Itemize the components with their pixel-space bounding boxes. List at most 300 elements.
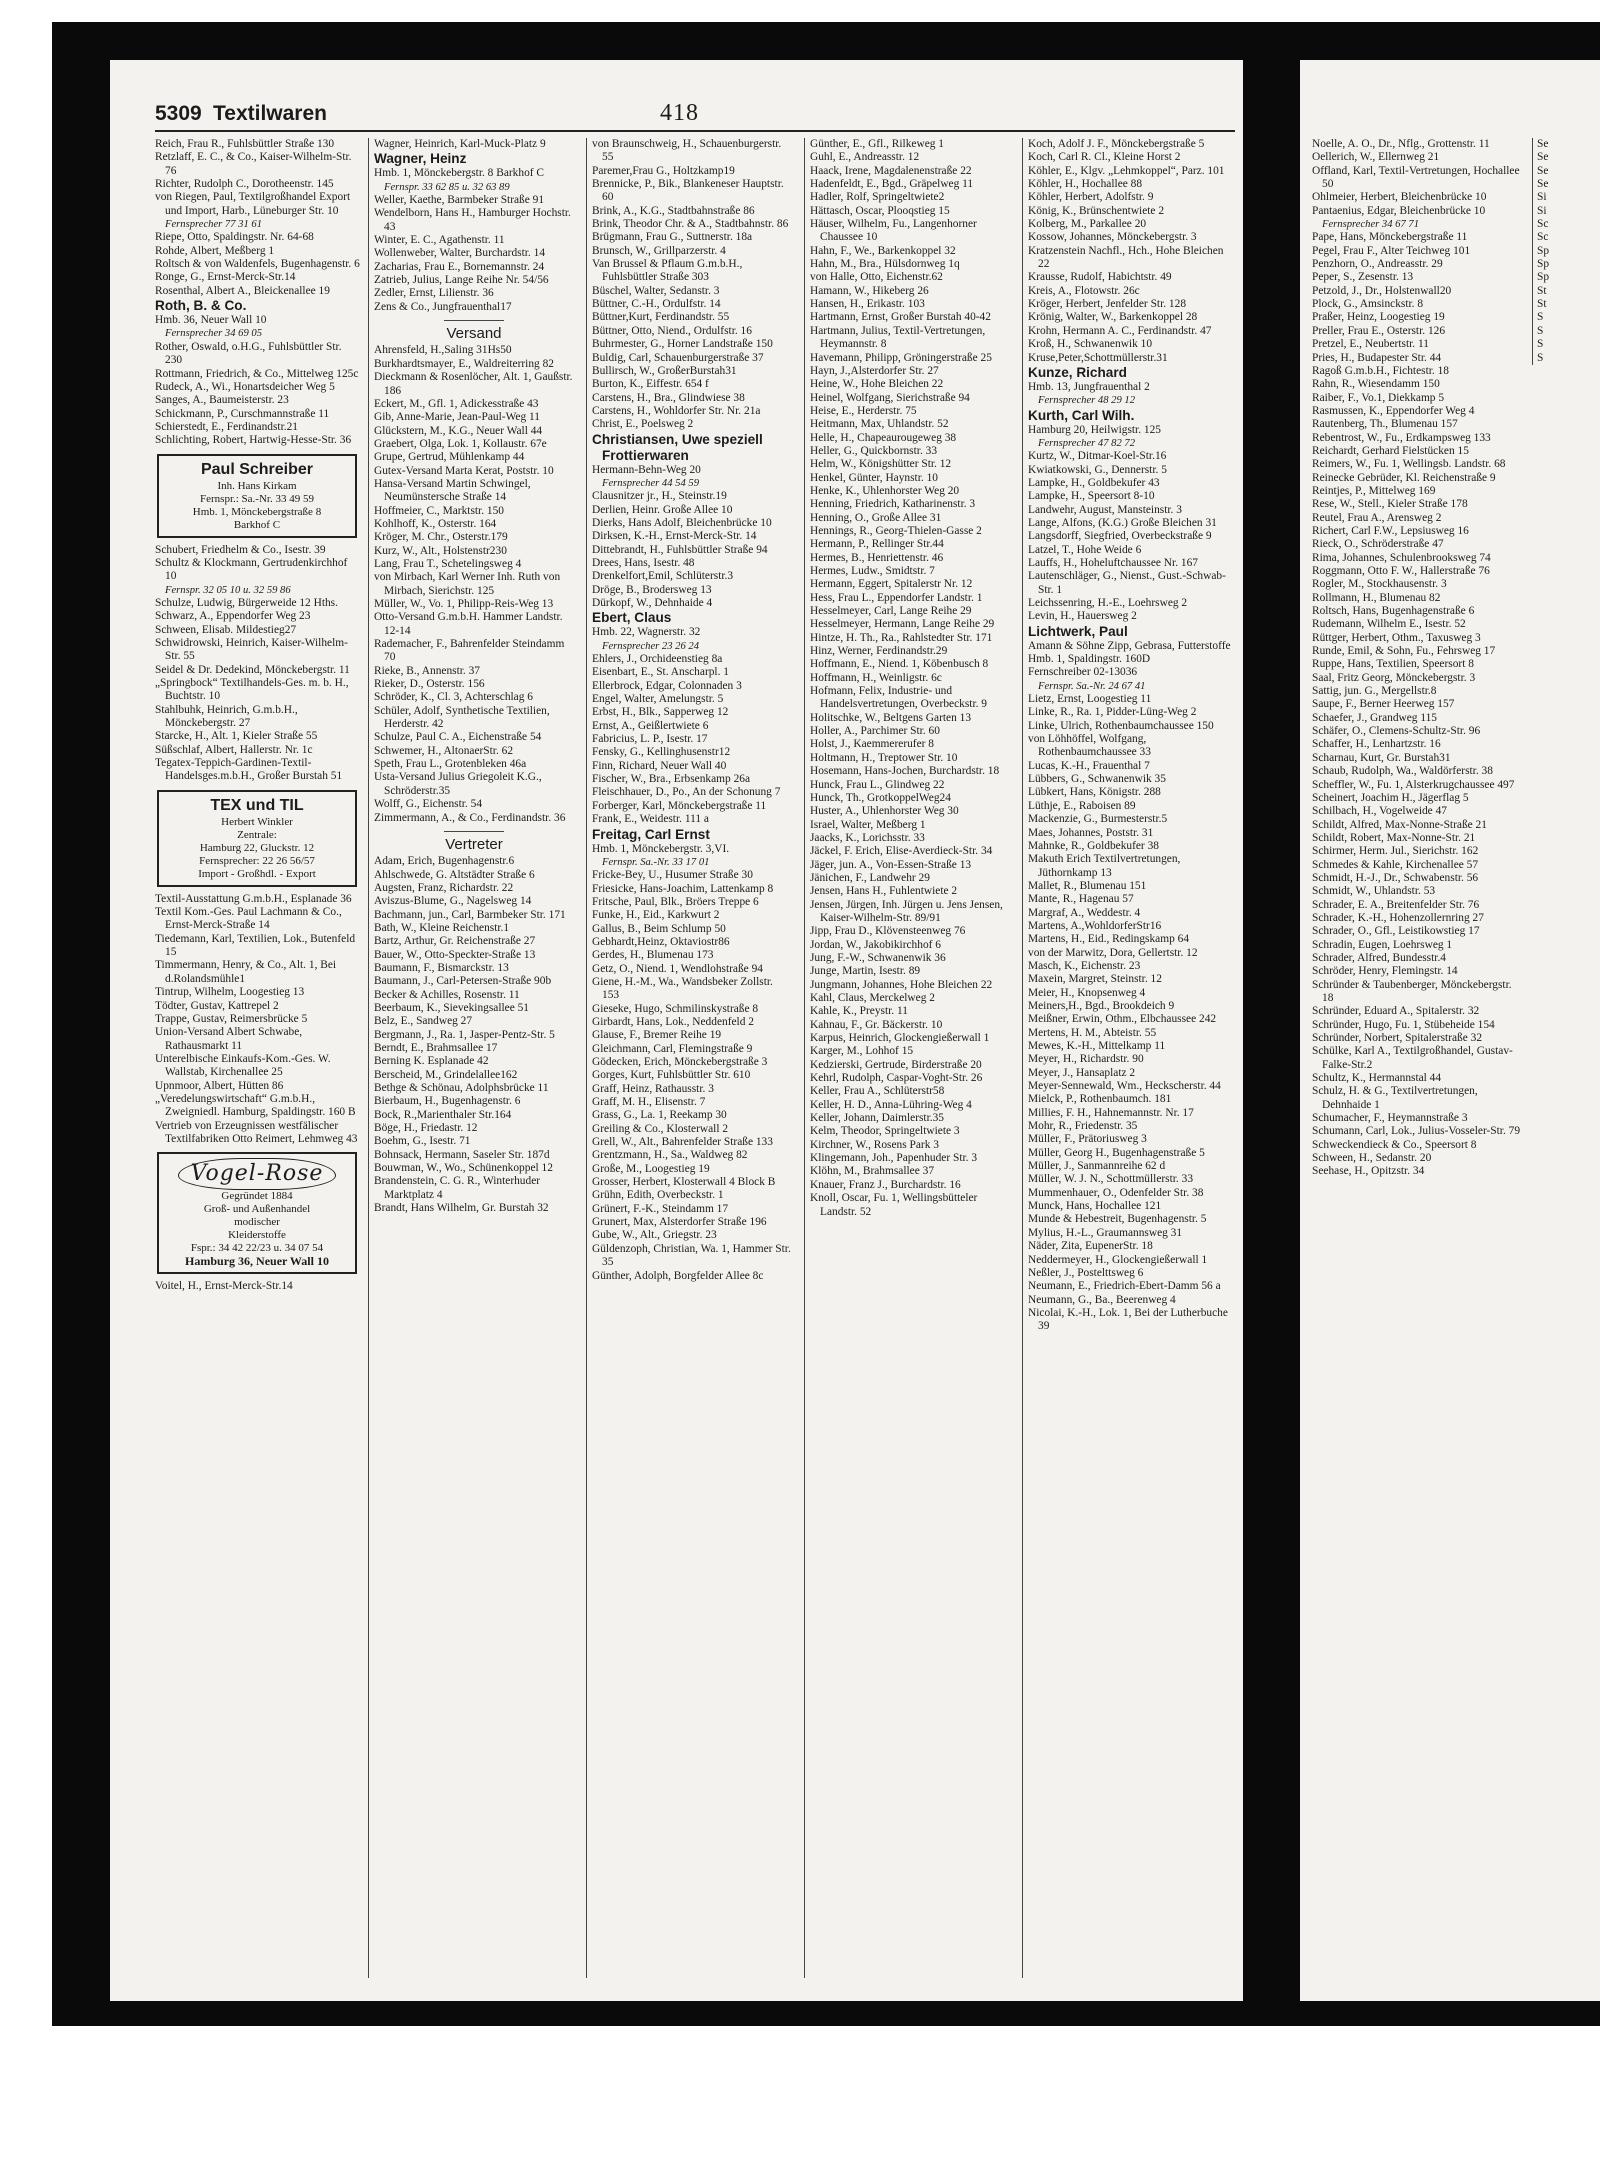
directory-entry: Schulz, H. & G., Textilvertretungen, Dehnhaide 1: [1312, 1085, 1478, 1111]
directory-entry: Schülke, Karl A., Textilgroßhandel, Gustav-Falke-Str.2: [1312, 1045, 1513, 1071]
directory-entry: Seehase, H., Opitzstr. 34: [1312, 1165, 1425, 1178]
directory-entry: Dröge, B., Brodersweg 13: [592, 583, 712, 596]
directory-entry: Rieke, B., Annenstr. 37: [374, 664, 480, 677]
directory-entry: Rautenberg, Th., Blumenau 157: [1312, 418, 1458, 431]
directory-entry: Forberger, Karl, Mönckebergstraße 11: [592, 799, 767, 812]
directory-entry: Oellerich, W., Ellernweg 21: [1312, 151, 1440, 164]
advertisement-line: Barkhof C: [233, 518, 281, 531]
directory-entry: Schaub, Rudolph, Wa., Waldörferstr. 38: [1312, 765, 1493, 778]
directory-entry: Hermes, B., Henriettenstr. 46: [810, 551, 944, 564]
directory-entry: Hoffmeier, C., Marktstr. 150: [374, 504, 504, 517]
directory-entry: Bachmann, jun., Carl, Barmbeker Str. 171: [374, 908, 566, 921]
directory-entry: Meyer-Sennewald, Wm., Heckscherstr. 44: [1028, 1080, 1221, 1093]
directory-entry: Tödter, Gustav, Kattrepel 2: [155, 999, 279, 1012]
directory-entry: Pretzel, E., Neubertstr. 11: [1312, 338, 1429, 351]
directory-entry: S: [1537, 311, 1544, 324]
directory-entry: Hamann, W., Hikeberg 26: [810, 284, 929, 297]
directory-entry: Unterelbische Einkaufs-Kom.-Ges. W. Wallstab, Kirchenallee 25: [155, 1052, 331, 1079]
directory-entry: Gutex-Versand Marta Kerat, Poststr. 10: [374, 464, 554, 477]
phone-number: Fernsprecher 23 26 24: [602, 640, 699, 652]
directory-entry: Graff, Heinz, Rathausstr. 3: [592, 1082, 714, 1095]
directory-entry: Boehm, G., Isestr. 71: [374, 1135, 471, 1148]
directory-entry: Jänichen, F., Landwehr 29: [810, 871, 930, 884]
directory-entry: Hartmann, Ernst, Großer Burstah 40-42: [810, 311, 991, 324]
directory-entry: Bath, W., Kleine Reichenstr.1: [374, 921, 510, 934]
directory-entry: Zens & Co., Jungfrauenthal17: [374, 300, 512, 313]
directory-entry: Hayn, J.,Alsterdorfer Str. 27: [810, 364, 939, 377]
phone-number: Fernsprecher 44 54 59: [602, 477, 699, 489]
directory-entry: Kolberg, M., Parkallee 20: [1028, 218, 1147, 231]
directory-entry: Kurz, W., Alt., Holstenstr230: [374, 544, 507, 557]
directory-entry: Preller, Frau E., Osterstr. 126: [1312, 324, 1446, 337]
directory-entry: Rademacher, F., Bahrenfelder Steindamm 70: [374, 638, 565, 664]
directory-entry: Runde, Emil, & Sohn, Fu., Fehrsweg 17: [1312, 645, 1496, 658]
directory-entry: Jaacks, K., Lorichsstr. 33: [810, 831, 925, 844]
page-code: 5309: [155, 102, 202, 125]
directory-entry: Fritsche, Paul, Blk., Bröers Treppe 6: [592, 895, 759, 908]
directory-entry: Henke, K., Uhlenhorster Weg 20: [810, 484, 960, 497]
directory-entry: Sc: [1537, 231, 1549, 244]
directory-entry: Huster, A., Uhlenhorster Weg 30: [810, 805, 959, 818]
directory-entry: Berscheid, M., Grindelallee162: [374, 1068, 518, 1081]
directory-entry: Weller, Kaethe, Barmbeker Straße 91: [374, 194, 545, 207]
directory-entry: Brunsch, W., Grillparzerstr. 4: [592, 244, 726, 257]
directory-entry: Richert, Carl F.W., Lepsiusweg 16: [1312, 524, 1469, 537]
directory-entry: Grühn, Edith, Overbeckstr. 1: [592, 1189, 724, 1202]
directory-entry: Gorges, Kurt, Fuhlsbüttler Str. 610: [592, 1069, 751, 1082]
directory-entry: Wagner, Heinrich, Karl-Muck-Platz 9: [374, 138, 546, 150]
directory-entry: Süßschlaf, Albert, Hallerstr. Nr. 1c: [155, 743, 313, 756]
directory-columns: [155, 138, 1235, 1978]
directory-entry: Kröger, M. Chr., Osterstr.179: [374, 531, 508, 544]
directory-entry: Engel, Walter, Amelungstr. 5: [592, 693, 724, 706]
directory-entry: Lauffs, H., Hoheluftchaussee Nr. 167: [1028, 556, 1198, 569]
directory-entry: Schaffer, H., Lenhartzstr. 16: [1312, 738, 1441, 751]
directory-entry: Helm, W., Königshütter Str. 12: [810, 458, 952, 471]
directory-entry: Böge, H., Friedastr. 12: [374, 1122, 478, 1135]
directory-entry: Schween, Elisab. Mildestieg27: [155, 623, 297, 636]
directory-entry: Kurtz, W., Ditmar-Koel-Str.16: [1028, 450, 1167, 463]
column-4: [804, 138, 1010, 1978]
directory-entry: Müller, W. J. N., Schottmüllerstr. 33: [1028, 1173, 1194, 1186]
directory-entry: Schildt, Alfred, Max-Nonne-Straße 21: [1312, 818, 1487, 831]
directory-entry: Grell, W., Alt., Bahrenfelder Straße 133: [592, 1136, 773, 1149]
directory-entry: Hmb. 1, Spaldingstr. 160D: [1028, 653, 1151, 666]
directory-entry: Hunck, Th., GrotkoppelWeg24: [810, 791, 951, 804]
directory-entry: Schultz, K., Hermannstal 44: [1312, 1072, 1442, 1085]
directory-entry: Margraf, A., Weddestr. 4: [1028, 906, 1141, 919]
directory-entry: Buldig, Carl, Schauenburgerstraße 37: [592, 351, 764, 364]
directory-entry: Schröder, Henry, Flemingstr. 14: [1312, 965, 1458, 978]
directory-entry: Reutel, Frau A., Arensweg 2: [1312, 511, 1442, 524]
directory-entry: Schründer, Norbert, Spitalerstraße 32: [1312, 1032, 1483, 1045]
directory-entry: Grunert, Max, Alsterdorfer Straße 196: [592, 1216, 767, 1229]
directory-entry: Fischer, W., Bra., Erbsenkamp 26a: [592, 773, 751, 786]
advertisement-box: [157, 1152, 357, 1274]
directory-entry: Carstens, H., Bra., Glindwiese 38: [592, 391, 745, 404]
directory-entry: Masch, K., Eichenstr. 23: [1028, 959, 1141, 972]
directory-entry: Büttner, C.-H., Ordulfstr. 14: [592, 298, 721, 311]
directory-entry: „Springbock“ Textilhandels-Ges. m. b. H., Buchtstr. 10: [155, 677, 349, 703]
directory-entry: Mahnke, R., Goldbekufer 38: [1028, 839, 1159, 852]
directory-entry: Hoffmann, E., Niend. 1, Köbenbusch 8: [810, 658, 989, 671]
directory-entry: Frank, E., Weidestr. 111 a: [592, 813, 709, 826]
directory-entry: Friesicke, Hans-Joachim, Lattenkamp 8: [592, 882, 774, 895]
directory-entry: Junge, Martin, Isestr. 89: [810, 965, 921, 978]
directory-entry: Trappe, Gustav, Reimersbrücke 5: [155, 1012, 308, 1025]
directory-entry: Hahn, F., We., Barkenkoppel 32: [810, 244, 956, 257]
directory-entry: Martens, A.,WohldorferStr16: [1028, 919, 1162, 932]
directory-entry: Bartz, Arthur, Gr. Reichenstraße 27: [374, 935, 536, 948]
directory-entry: Große, M., Loogestieg 19: [592, 1162, 710, 1175]
directory-entry: Krönig, Walter, W., Barkenkoppel 28: [1028, 311, 1198, 324]
directory-entry: Koch, Adolf J. F., Mönckebergstraße 5: [1028, 138, 1205, 150]
directory-entry: Richter, Rudolph C., Dorotheenstr. 145: [155, 178, 334, 191]
directory-entry: Schrader, O., Gfl., Leistikowstieg 17: [1312, 925, 1480, 938]
phone-number: Fernspr. Sa.-Nr. 33 17 01: [602, 856, 710, 868]
directory-entry: Henning, Friedrich, Katharinenstr. 3: [810, 498, 976, 511]
directory-entry: Hintze, H. Th., Ra., Rahlstedter Str. 171: [810, 631, 993, 644]
directory-entry: Ragoß G.m.b.H., Fichtestr. 18: [1312, 364, 1449, 377]
directory-entry: Rasmussen, K., Eppendorfer Weg 4: [1312, 404, 1475, 417]
directory-entry: Keller, Johann, Daimlerstr.35: [810, 1112, 944, 1125]
directory-entry: Günther, E., Gfl., Rilkeweg 1: [810, 138, 944, 150]
directory-entry: Reintjes, P., Mittelweg 169: [1312, 484, 1436, 497]
directory-entry: von Mirbach, Karl Werner Inh. Ruth von Mirbach, Sierichstr. 125: [374, 571, 561, 597]
directory-entry: Brennicke, P., Bik., Blankeneser Hauptstr. 60: [592, 178, 784, 204]
directory-entry: Grentzmann, H., Sa., Waldweg 82: [592, 1149, 748, 1162]
directory-entry: Raiber, F., Vo.1, Diekkamp 5: [1312, 391, 1445, 404]
directory-entry: Günther, Adolph, Borgfelder Allee 8c: [592, 1269, 764, 1282]
directory-entry: Israel, Walter, Meßberg 1: [810, 818, 926, 831]
directory-entry: Peper, S., Zesenstr. 13: [1312, 271, 1414, 284]
directory-entry: Dirksen, K.-H., Ernst-Merck-Str. 14: [592, 530, 757, 543]
directory-entry: Van Brussel & Pflaum G.m.b.H., Fuhlsbüttler Straße 303: [592, 258, 743, 284]
directory-entry: „Veredelungswirtschaft“ G.m.b.H., Zweigniedl. Hamburg, Spaldingstr. 160 B: [155, 1092, 356, 1119]
directory-entry: Karpus, Heinrich, Glockengießerwall 1: [810, 1032, 990, 1045]
directory-entry: Rebentrost, W., Fu., Erdkampsweg 133: [1312, 431, 1491, 444]
directory-entry: Hmb. 1, Mönckebergstr. 8 Barkhof C: [374, 167, 544, 180]
directory-entry: Tintrup, Wilhelm, Loogestieg 13: [155, 986, 305, 999]
firm-name-bold: Kunze, Richard: [1028, 364, 1127, 380]
directory-entry: Zedler, Ernst, Lilienstr. 36: [374, 287, 494, 300]
advertisement-line: Hamburg 22, Gluckstr. 12: [199, 841, 315, 854]
directory-entry: Pantaenius, Edgar, Bleichenbrücke 10: [1312, 204, 1486, 217]
directory-entry: Se: [1537, 178, 1549, 191]
directory-entry: Burton, K., Eiffestr. 654 f: [592, 378, 709, 391]
directory-entry: Heise, E., Herderstr. 75: [810, 404, 917, 417]
directory-entry: Landwehr, August, Mansteinstr. 3: [1028, 503, 1182, 516]
directory-entry: Lautenschläger, G., Nienst., Gust.-Schwab-Str. 1: [1028, 570, 1226, 596]
directory-entry: Gebhardt,Heinz, Oktaviostr86: [592, 935, 730, 948]
facing-page: [1300, 60, 1600, 2001]
directory-entry: Rogler, M., Stockhausenstr. 3: [1312, 578, 1447, 591]
directory-entry: Speth, Frau L., Grotenbleken 46a: [374, 758, 527, 771]
directory-entry: Starcke, H., Alt. 1, Kieler Straße 55: [155, 730, 318, 743]
directory-entry: Roggmann, Otto F. W., Hallerstraße 76: [1312, 565, 1490, 577]
directory-entry: Näder, Zita, EupenerStr. 18: [1028, 1240, 1153, 1253]
directory-entry: Bergmann, J., Ra. 1, Jasper-Pentz-Str. 5: [374, 1028, 555, 1041]
directory-entry: Levin, H., Hauersweg 2: [1028, 610, 1137, 623]
directory-entry: Hermann, P., Rellinger Str.44: [810, 538, 944, 551]
directory-entry: von Halle, Otto, Eichenstr.62: [810, 271, 943, 284]
phone-number: Fernsprecher 77 31 61: [165, 219, 262, 231]
directory-entry: Kreis, A., Flotowstr. 26c: [1028, 284, 1140, 297]
directory-entry: Hesselmeyer, Hermann, Lange Reihe 29: [810, 618, 995, 631]
directory-entry: von der Marwitz, Dora, Gellertstr. 12: [1028, 946, 1198, 959]
advertisement-line: [163, 1158, 351, 1190]
directory-entry: Keller, Frau A., Schlüterstr58: [810, 1085, 945, 1098]
directory-entry: Grünert, F.-K., Steindamm 17: [592, 1202, 729, 1215]
directory-entry: Roltsch, Hans, Bugenhagenstraße 6: [1312, 605, 1475, 618]
advertisement-line: Herbert Winkler: [221, 815, 293, 828]
directory-entry: Aviszus-Blume, G., Nagelsweg 14: [374, 895, 532, 908]
directory-entry: Hahn, M., Bra., Hülsdornweg 1q: [810, 258, 960, 271]
directory-entry: Holitschke, W., Beltgens Garten 13: [810, 711, 972, 724]
directory-entry: Mielck, P., Rothenbaumch. 181: [1028, 1093, 1172, 1106]
directory-entry: Schwarz, A., Eppendorfer Weg 23: [155, 610, 311, 623]
directory-entry: Mylius, H.-L., Graumannsweg 31: [1028, 1226, 1183, 1239]
directory-entry: Holtmann, H., Treptower Str. 10: [810, 751, 958, 764]
directory-entry: Meiners,H., Bgd., Brookdeich 9: [1028, 999, 1175, 1012]
page-category-title: Textilwaren: [213, 102, 327, 125]
directory-entry: Rudemann, Wilhelm E., Isestr. 52: [1312, 618, 1466, 631]
directory-entry: Derlien, Heinr. Große Allee 10: [592, 503, 733, 516]
directory-entry: Lange, Alfons, (K.G.) Große Bleichen 31: [1028, 516, 1217, 529]
directory-entry: Rieck, O., Schröderstraße 47: [1312, 538, 1444, 551]
facing-column-2-cropped: [1532, 138, 1600, 365]
directory-entry: Roltsch & von Waldenfels, Bugenhagenstr. 6: [155, 258, 360, 271]
firm-name-bold: Ebert, Claus: [592, 610, 672, 626]
directory-entry: Schradin, Eugen, Loehrsweg 1: [1312, 938, 1453, 951]
directory-entry: Brügmann, Frau G., Suttnerstr. 18a: [592, 231, 753, 244]
firm-name-bold: Roth, B. & Co.: [155, 298, 247, 314]
directory-entry: von Braunschweig, H., Schauenburgerstr. 55: [592, 138, 782, 164]
directory-entry: Ahlschwede, G. Altstädter Straße 6: [374, 868, 535, 881]
directory-entry: Plock, G., Amsinckstr. 8: [1312, 298, 1424, 311]
directory-entry: Rosenthal, Albert A., Bleickenallee 19: [155, 284, 330, 297]
directory-entry: Vertrieb von Erzeugnissen westfälischer Textilfabriken Otto Reimert, Lehmweg 43: [155, 1119, 358, 1145]
directory-entry: Schierstedt, E., Ferdinandstr.21: [155, 420, 298, 433]
directory-entry: Hennings, R., Georg-Thielen-Gasse 2: [810, 524, 982, 537]
directory-entry: Ronge, G., Ernst-Merck-Str.14: [155, 271, 296, 284]
directory-entry: Finn, Richard, Neuer Wall 40: [592, 759, 727, 772]
directory-entry: Sc: [1537, 218, 1549, 231]
directory-entry: Lampke, H., Speersort 8-10: [1028, 490, 1155, 503]
firm-name-bold: Kurth, Carl Wilh.: [1028, 407, 1135, 423]
directory-entry: Heller, G., Quickbornstr. 33: [810, 444, 938, 457]
directory-entry: Guhl, E., Andreasstr. 12: [810, 151, 920, 164]
directory-entry: Schmidt, H.-J., Dr., Schwabenstr. 56: [1312, 871, 1479, 884]
directory-entry: Mummenhauer, O., Odenfelder Str. 38: [1028, 1186, 1204, 1199]
directory-entry: Beerbaum, K., Sievekingsallee 51: [374, 1001, 529, 1014]
directory-entry: Schröder, K., Cl. 3, Achterschlag 6: [374, 691, 533, 704]
directory-entry: Grupe, Gertrud, Mühlenkamp 44: [374, 451, 525, 464]
directory-entry: Berning K. Esplanade 42: [374, 1055, 489, 1068]
directory-entry: Grass, G., La. 1, Reekamp 30: [592, 1109, 727, 1122]
directory-entry: Büttner,Kurt, Ferdinandstr. 55: [592, 311, 730, 324]
directory-entry: Nicolai, K.-H., Lok. 1, Bei der Lutherbuche 39: [1028, 1306, 1228, 1333]
advertisement-line: Fernsprecher: 22 26 56/57: [199, 854, 315, 867]
directory-entry: Usta-Versand Julius Griegoleit K.G., Schröderstr.35: [374, 771, 542, 797]
directory-entry: Munck, Hans, Hochallee 121: [1028, 1200, 1162, 1213]
directory-entry: Noelle, A. O., Dr., Nflg., Grottenstr. 11: [1312, 138, 1490, 150]
directory-entry: Latzel, T., Hohe Weide 6: [1028, 543, 1142, 556]
directory-entry: Jipp, Frau D., Klövensteenweg 76: [810, 925, 966, 938]
directory-entry: Jung, F.-W., Schwanenwik 36: [810, 951, 946, 964]
directory-entry: Riepe, Otto, Spaldingstr. Nr. 64-68: [155, 231, 314, 244]
directory-entry: Rudeck, A., Wi., Honartsdeicher Weg 5: [155, 380, 335, 393]
directory-entry: Si: [1537, 191, 1547, 204]
directory-entry: Keller, H. D., Anna-Lühring-Weg 4: [810, 1098, 972, 1111]
directory-entry: Heitmann, Max, Uhlandstr. 52: [810, 418, 949, 431]
directory-entry: Gödecken, Erich, Mönckebergstraße 3: [592, 1056, 768, 1068]
section-heading: Vertreter: [374, 825, 574, 855]
directory-entry: Reinecke Gebrüder, Kl. Reichenstraße 9: [1312, 471, 1496, 484]
directory-entry: Jensen, Hans H., Fuhlentwiete 2: [810, 885, 958, 898]
directory-entry: Si: [1537, 204, 1547, 217]
directory-entry: Güldenzoph, Christian, Wa. 1, Hammer Str. 35: [592, 1242, 791, 1269]
directory-entry: Schirmer, Herm. Jul., Sierichstr. 162: [1312, 845, 1479, 858]
directory-entry: Jordan, W., Jakobikirchhof 6: [810, 938, 941, 951]
directory-entry: Müller, W., Vo. 1, Philipp-Reis-Weg 13: [374, 598, 554, 610]
directory-entry: Hmb. 36, Neuer Wall 10: [155, 314, 267, 327]
directory-entry: Carstens, H., Wohldorfer Str. Nr. 21a: [592, 404, 761, 417]
directory-entry: Schaefer, J., Grandweg 115: [1312, 711, 1438, 724]
directory-entry: Grosser, Herbert, Klosterwall 4 Block B: [592, 1176, 776, 1189]
advertisement-line: modischer: [234, 1216, 280, 1229]
directory-entry: Hermann, Eggert, Spitalerstr Nr. 12: [810, 578, 973, 591]
directory-entry: Bouwman, W., Wo., Schünenkoppel 12: [374, 1162, 553, 1175]
directory-entry: Hmb. 22, Wagnerstr. 32: [592, 626, 701, 639]
directory-entry: Winter, E. C., Agathenstr. 11: [374, 234, 505, 247]
directory-entry: Häuser, Wilhelm, Fu., Langenhorner Chaussee 10: [810, 218, 977, 244]
phone-number: Fernsprecher 34 69 05: [165, 328, 262, 340]
directory-entry: Schulze, Ludwig, Bürgerweide 12 Hths.: [155, 596, 338, 609]
directory-entry: Sanges, A., Baumeisterstr. 23: [155, 394, 289, 407]
directory-entry: Sattig, jun. G., Mergellstr.8: [1312, 685, 1437, 698]
directory-entry: Koch, Carl R. Cl., Kleine Horst 2: [1028, 151, 1181, 164]
directory-entry: St: [1537, 284, 1547, 297]
directory-entry: Glause, F., Bremer Reihe 19: [592, 1029, 722, 1042]
advertisement-line: Inh. Hans Kirkam: [217, 479, 297, 492]
directory-entry: Mante, R., Hagenau 57: [1028, 893, 1134, 906]
directory-entry: Krohn, Hermann A. C., Ferdinandstr. 47: [1028, 324, 1212, 337]
directory-entry: Fricke-Bey, U., Husumer Straße 30: [592, 869, 753, 882]
directory-entry: Martens, H., Eid., Redingskamp 64: [1028, 933, 1190, 946]
directory-entry: Hansen, H., Erikastr. 103: [810, 298, 925, 311]
directory-entry: Offland, Karl, Textil-Vertretungen, Hochallee 50: [1312, 164, 1520, 191]
directory-entry: Jäckel, F. Erich, Elise-Averdieck-Str. 34: [810, 845, 993, 858]
directory-entry: Neumann, E., Friedrich-Ebert-Damm 56 a: [1028, 1280, 1221, 1293]
directory-entry: Bierbaum, H., Bugenhagenstr. 6: [374, 1095, 521, 1108]
directory-entry: Neumann, G., Ba., Beerenweg 4: [1028, 1293, 1176, 1306]
advertisement-line: Fspr.: 34 42 22/23 u. 34 07 54: [190, 1242, 324, 1255]
directory-entry: Kroß, H., Schwanenwik 10: [1028, 338, 1153, 351]
directory-entry: Havemann, Philipp, Gröningerstraße 25: [810, 351, 992, 364]
directory-entry: Bock, R.,Marienthaler Str.164: [374, 1108, 512, 1121]
directory-entry: Graebert, Olga, Lok. 1, Kollaustr. 67e: [374, 437, 547, 450]
directory-entry: Kohlhoff, K., Osterstr. 164: [374, 517, 497, 530]
directory-entry: S: [1537, 351, 1544, 364]
directory-entry: Mohr, R., Friedenstr. 35: [1028, 1120, 1138, 1133]
directory-entry: Schlichting, Robert, Hartwig-Hesse-Str. 36: [155, 434, 352, 447]
directory-entry: Hmb. 13, Jungfrauenthal 2: [1028, 380, 1150, 393]
directory-entry: S: [1537, 338, 1544, 351]
directory-entry: Fensky, G., Kellinghusenstr12: [592, 746, 731, 759]
directory-entry: Ruppe, Hans, Textilien, Speersort 8: [1312, 658, 1474, 671]
directory-entry: Rima, Johannes, Schulenbrooksweg 74: [1312, 551, 1491, 564]
directory-entry: Schumann, Carl, Lok., Julius-Vosseler-Str. 79: [1312, 1125, 1521, 1138]
directory-entry: Christ, E., Poelsweg 2: [592, 418, 694, 431]
directory-entry: Hättasch, Oscar, Plooqstieg 15: [810, 204, 950, 217]
directory-entry: Upnmoor, Albert, Hütten 86: [155, 1079, 284, 1092]
directory-entry: Pries, H., Budapester Str. 44: [1312, 351, 1442, 364]
directory-entry: Kedzierski, Gertrude, Birderstraße 20: [810, 1058, 982, 1071]
advertisement-line: Groß- und Außenhandel: [203, 1203, 311, 1216]
phone-number: Fernsprecher 47 82 72: [1038, 437, 1135, 449]
directory-entry: Hermes, Ludw., Smidtstr. 7: [810, 565, 935, 577]
directory-entry: Petzold, J., Dr., Holstenwall20: [1312, 284, 1452, 297]
advertisement-line: Hamburg 36, Neuer Wall 10: [185, 1254, 329, 1269]
directory-entry: Heinel, Wolfgang, Sierichstraße 94: [810, 391, 970, 404]
directory-entry: Heine, W., Hohe Bleichen 22: [810, 378, 944, 391]
directory-entry: Müller, J., Sanmannreihe 62 d: [1028, 1160, 1166, 1173]
directory-entry: Kwiatkowski, G., Dennerstr. 5: [1028, 463, 1167, 476]
directory-entry: Se: [1537, 138, 1549, 150]
directory-entry: Hesselmeyer, Carl, Lange Reihe 29: [810, 605, 972, 618]
directory-entry: Wollenweber, Walter, Burchardstr. 14: [374, 247, 546, 260]
directory-entry: Meier, H., Knopsenweg 4: [1028, 986, 1146, 999]
directory-entry: Gleichmann, Carl, Flemingstraße 9: [592, 1042, 753, 1055]
directory-entry: Kelm, Theodor, Springeltwiete 3: [810, 1125, 960, 1138]
directory-entry: König, K., Brünschentwiete 2: [1028, 204, 1165, 217]
directory-entry: Sp: [1537, 258, 1550, 271]
directory-entry: Köhler, Herbert, Adolfstr. 9: [1028, 191, 1154, 204]
directory-entry: Mallet, R., Blumenau 151: [1028, 879, 1147, 892]
directory-entry: Köhler, H., Hochallee 88: [1028, 178, 1143, 191]
directory-entry: Buhrmester, G., Horner Landstraße 150: [592, 338, 773, 351]
directory-entry: Ahrensfeld, H.,Saling 31Hs50: [374, 344, 512, 357]
firm-name-bold: Lichtwerk, Paul: [1028, 623, 1128, 639]
directory-entry: Hartmann, Julius, Textil-Vertretungen, Heymannstr. 8: [810, 324, 986, 351]
directory-entry: Knauer, Franz J., Burchardstr. 16: [810, 1178, 961, 1191]
directory-entry: Drenkelfort,Emil, Schlüterstr.3: [592, 570, 734, 583]
directory-entry: Schründer, Hugo, Fu. 1, Stübeheide 154: [1312, 1018, 1495, 1031]
directory-entry: Becker & Achilles, Rosenstr. 11: [374, 988, 520, 1001]
directory-entry: Eisenbart, E., St. Anscharpl. 1: [592, 666, 729, 679]
directory-entry: Mewes, K.-H., Mittelkamp 11: [1028, 1040, 1166, 1052]
directory-entry: St: [1537, 298, 1547, 311]
directory-page: [110, 60, 1243, 2001]
directory-entry: Lübbers, G., Schwanenwik 35: [1028, 773, 1166, 786]
phone-number: Fernsprecher 34 67 71: [1322, 219, 1419, 231]
directory-entry: Burkhardtsmayer, E., Waldreiterring 82: [374, 357, 554, 370]
directory-entry: Stahlbuhk, Heinrich, G.m.b.H., Mönckebergstr. 27: [155, 703, 298, 730]
directory-entry: Belz, E., Sandweg 27: [374, 1015, 473, 1028]
directory-entry: Linke, Ulrich, Rothenbaumchaussee 150: [1028, 719, 1214, 732]
directory-entry: Brandenstein, C. G. R., Winterhuder Marktplatz 4: [374, 1175, 541, 1201]
directory-entry: Erbst, H., Blk., Sapperweg 12: [592, 706, 729, 719]
directory-entry: Ohlmeier, Herbert, Bleichenbrücke 10: [1312, 191, 1487, 204]
directory-entry: Schulze, Paul C. A., Eichenstraße 54: [374, 731, 542, 744]
phone-number: Fernspr. 33 62 85 u. 32 63 89: [384, 181, 510, 193]
directory-entry: Fabricius, L. P., Isestr. 17: [592, 733, 708, 746]
directory-entry: Schildt, Robert, Max-Nonne-Str. 21: [1312, 831, 1476, 844]
directory-entry: Holst, J., Kaemmererufer 8: [810, 738, 934, 751]
directory-entry: Scheffler, W., Fu. 1, Alsterkrugchaussee 497: [1312, 778, 1515, 791]
directory-entry: Saupe, F., Berner Heerweg 157: [1312, 698, 1455, 711]
